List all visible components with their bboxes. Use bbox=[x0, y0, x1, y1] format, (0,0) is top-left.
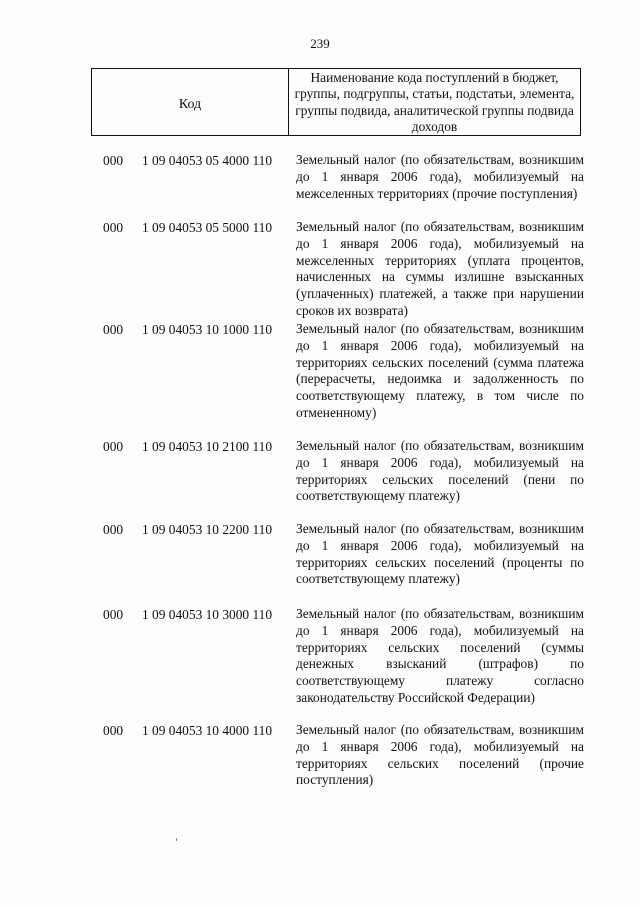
revenue-code: 1 09 04053 05 4000 110 bbox=[142, 153, 273, 168]
revenue-name: Земельный налог (по обязательствам, возникшим до 1 января 2006 года), мобилизуемый на территориях сельских поселений (проценты по соответствующему платежу) bbox=[296, 521, 584, 587]
revenue-code: 1 09 04053 10 1000 110 bbox=[142, 322, 273, 337]
revenue-name: Земельный налог (по обязательствам, возникшим до 1 января 2006 года), мобилизуемый на территориях сельских поселений (прочие поступления) bbox=[296, 722, 584, 788]
scan-speck bbox=[176, 838, 177, 841]
table-row bbox=[0, 521, 640, 606]
revenue-name: Земельный налог (по обязательствам, возникшим до 1 января 2006 года), мобилизуемый на межселенных территориях (уплата процентов, начисленных на суммы излишне взысканных (уплаченных) платежей, а также при нарушении сроков их возврата) bbox=[296, 219, 584, 318]
revenue-name: Земельный налог (по обязательствам, возникшим до 1 января 2006 года), мобилизуемый на территориях сельских поселений (сумма платежа (перерасчеты, недоимка и задолженность по соответствующему платежу, в том числе по отмененному) bbox=[296, 321, 584, 420]
admin-code: 000 bbox=[103, 220, 124, 235]
table-row bbox=[0, 438, 640, 521]
revenue-code: 1 09 04053 10 3000 110 bbox=[142, 607, 273, 622]
admin-code: 000 bbox=[103, 439, 124, 454]
table-body bbox=[0, 152, 640, 792]
admin-code: 000 bbox=[103, 607, 124, 622]
page-number: 239 bbox=[310, 36, 330, 51]
revenue-code: 1 09 04053 10 4000 110 bbox=[142, 723, 273, 738]
revenue-code: 1 09 04053 10 2200 110 bbox=[142, 522, 273, 537]
header-kod-cell: Код bbox=[92, 69, 289, 135]
admin-code: 000 bbox=[103, 522, 124, 537]
admin-code: 000 bbox=[103, 322, 124, 337]
table-row bbox=[0, 606, 640, 722]
revenue-name: Земельный налог (по обязательствам, возникшим до 1 января 2006 года), мобилизуемый на межселенных территориях (прочие поступления) bbox=[296, 152, 584, 201]
admin-code: 000 bbox=[103, 153, 124, 168]
revenue-name: Земельный налог (по обязательствам, возникшим до 1 января 2006 года), мобилизуемый на территориях сельских поселений (пени по соответствующему платежу) bbox=[296, 438, 584, 504]
revenue-name: Земельный налог (по обязательствам, возникшим до 1 января 2006 года), мобилизуемый на территориях сельских поселений (суммы денежных взысканий (штрафов) по соответствующему платежу согласно законодательству Российской Федерации) bbox=[296, 606, 584, 705]
revenue-code: 1 09 04053 05 5000 110 bbox=[142, 220, 273, 235]
revenue-code: 1 09 04053 10 2100 110 bbox=[142, 439, 273, 454]
table-header bbox=[91, 68, 581, 136]
table-row bbox=[0, 722, 640, 792]
header-name-cell: Наименование кода поступлений в бюджет, группы, подгруппы, статьи, подстатьи, элемента, группы подвида, аналитической группы подвида доходов bbox=[294, 70, 575, 135]
table-row bbox=[0, 321, 640, 438]
table-row bbox=[0, 152, 640, 219]
admin-code: 000 bbox=[103, 723, 124, 738]
table-row bbox=[0, 219, 640, 321]
